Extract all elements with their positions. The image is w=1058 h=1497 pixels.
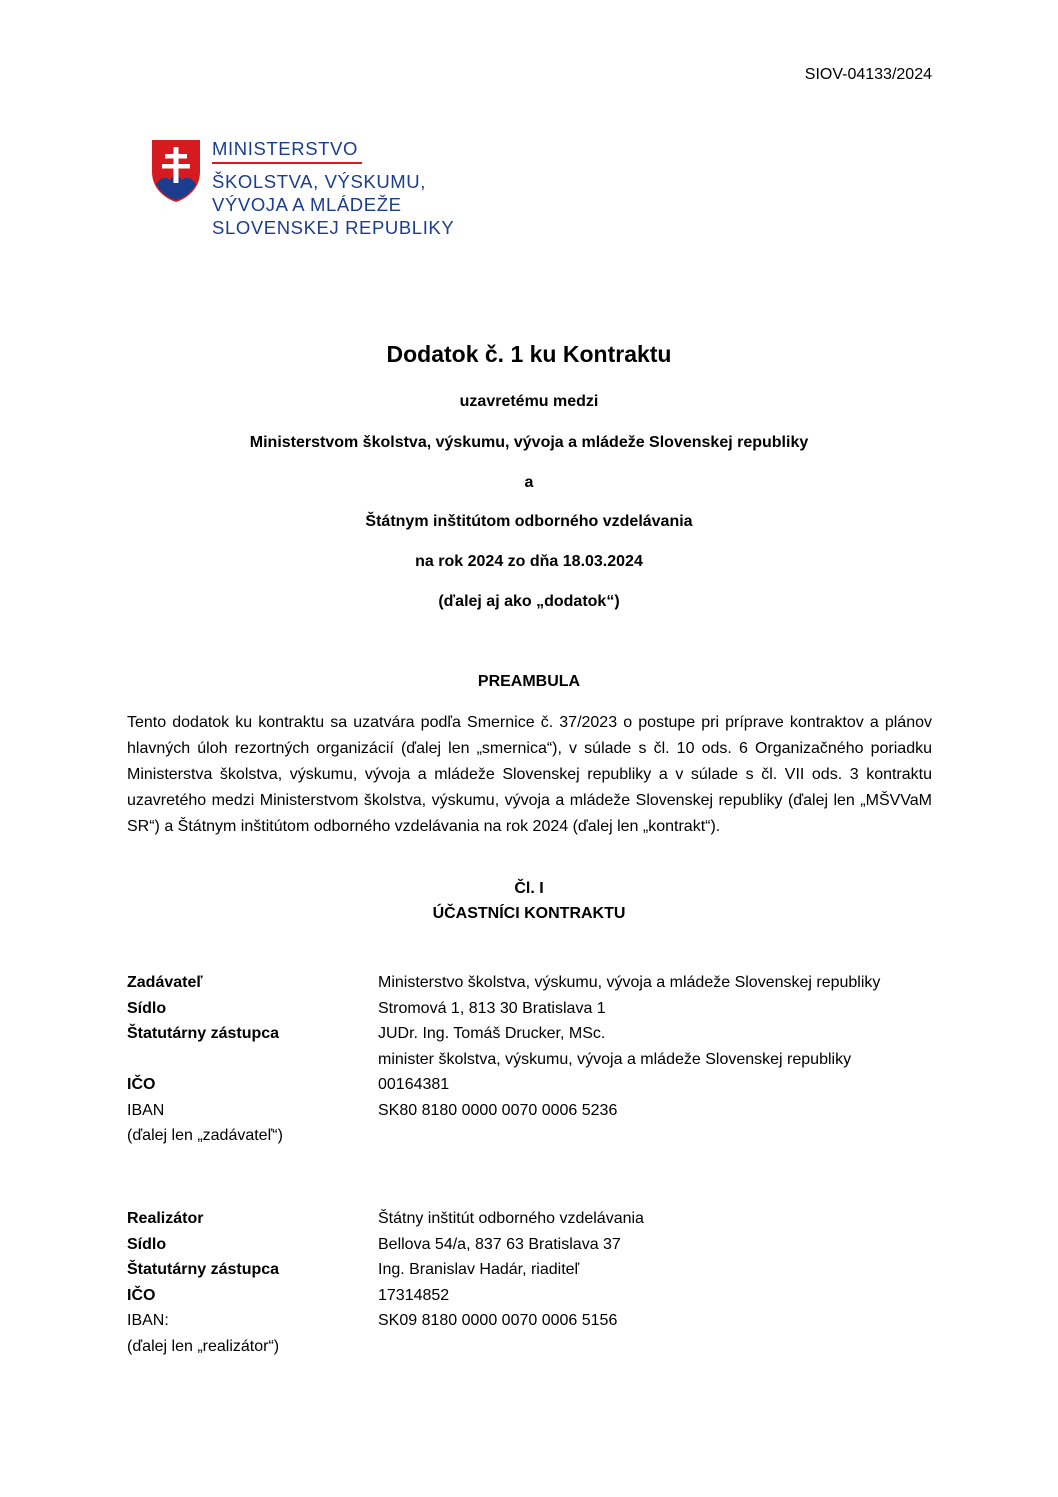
party-row <box>127 970 947 996</box>
party-value: 00164381 <box>378 1076 450 1093</box>
slovak-coat-of-arms-logo <box>150 138 202 209</box>
preamble-text: Tento dodatok ku kontraktu sa uzatvára podľa Smernice č. 37/2023 o postupe pri príprave kontraktov a plánov hlavných úloh rezortných organizácií (ďalej len „smernica“), v súlade s čl. 10 ods. 6 Organizačného poriadku Ministerstva školstva, výskumu, vývoja a mládeže Slovenskej republiky a v súlade s čl. VII ods. 3 kontraktu uzavretého medzi Ministerstvom školstva, výskumu, vývoja a mládeže Slovenskej republiky (ďalej len „MŠVVaM SR“) a Štátnym inštitútom odborného vzdelávania na rok 2024 (ďalej len „kontrakt“). <box>127 714 932 835</box>
logo-line-ministerstvo: MINISTERSTVO <box>212 138 358 159</box>
party-row <box>127 1206 947 1232</box>
party-value: Stromová 1, 813 30 Bratislava 1 <box>378 999 606 1017</box>
party-row <box>127 1021 947 1047</box>
subtitle-line-6: (ďalej aj ako „dodatok“) <box>438 593 620 610</box>
subtitle-line-3: a <box>524 474 534 491</box>
document-title: Dodatok č. 1 ku Kontraktu <box>386 341 672 367</box>
party-value: Štátny inštitút odborného vzdelávania <box>378 1210 644 1227</box>
party-row <box>127 1283 947 1309</box>
party-label: Zadávateľ <box>127 974 203 991</box>
party-value: Bellova 54/a, 837 63 Bratislava 37 <box>378 1235 621 1253</box>
logo-red-rule <box>212 162 362 164</box>
party-value: SK80 8180 0000 0070 0006 5236 <box>378 1101 618 1119</box>
party-value: Ing. Branislav Hadár, riaditeľ <box>378 1261 580 1278</box>
party-label: IBAN: <box>127 1312 169 1329</box>
party-value <box>283 1123 947 1149</box>
party-value <box>279 1334 947 1360</box>
party-label <box>127 1047 378 1073</box>
party-label: Sídlo <box>127 1235 167 1253</box>
party-row <box>127 1257 947 1283</box>
subtitle-line-4: Štátnym inštitútom odborného vzdelávania <box>365 513 693 530</box>
subtitle-line-1: uzavretému medzi <box>459 393 599 410</box>
logo-line-3: VÝVOJA A MLÁDEŽE <box>212 194 402 215</box>
party-row <box>127 1123 947 1149</box>
party-label: Sídlo <box>127 999 167 1017</box>
party-label: IČO <box>127 1076 156 1093</box>
logo-line-4: SLOVENSKEJ REPUBLIKY <box>212 217 455 238</box>
party-label: Realizátor <box>127 1210 204 1227</box>
party-row <box>127 1308 947 1334</box>
party-value: SK09 8180 0000 0070 0006 5156 <box>378 1312 618 1329</box>
party-label: Štatutárny zástupca <box>127 1261 280 1278</box>
party-row <box>127 1072 947 1098</box>
party-value: Ministerstvo školstva, výskumu, vývoja a mládeže Slovenskej republiky <box>378 974 881 991</box>
party-label: (ďalej len „realizátor“) <box>127 1337 280 1355</box>
article-heading: ÚČASTNÍCI KONTRAKTU <box>432 905 626 922</box>
preamble-heading: PREAMBULA <box>477 673 581 690</box>
party-row <box>127 1232 947 1258</box>
party-value: 17314852 <box>378 1286 450 1304</box>
document-reference: SIOV-04133/2024 <box>804 66 932 83</box>
logo-line-2: ŠKOLSTVA, VÝSKUMU, <box>212 171 427 192</box>
party-label: (ďalej len „zadávateľ“) <box>127 1127 283 1144</box>
party-label: Štatutárny zástupca <box>127 1025 280 1042</box>
subtitle-line-2: Ministerstvom školstva, výskumu, vývoja a mládeže Slovenskej republiky <box>249 434 809 451</box>
ministry-logo-text <box>212 138 472 239</box>
party-row <box>127 1098 947 1124</box>
party-row <box>127 1334 947 1360</box>
party-value: minister školstva, výskumu, vývoja a mládeže Slovenskej republiky <box>378 1050 852 1068</box>
subtitle-line-5: na rok 2024 zo dňa 18.03.2024 <box>415 553 643 570</box>
zadavatel-block <box>127 970 947 1149</box>
party-row <box>127 996 947 1022</box>
party-label: IČO <box>127 1286 156 1304</box>
party-label: IBAN <box>127 1101 165 1119</box>
article-number: Čl. I <box>514 880 544 897</box>
party-value: JUDr. Ing. Tomáš Drucker, MSc. <box>378 1025 606 1042</box>
realizator-block <box>127 1206 947 1359</box>
party-row <box>127 1047 947 1073</box>
